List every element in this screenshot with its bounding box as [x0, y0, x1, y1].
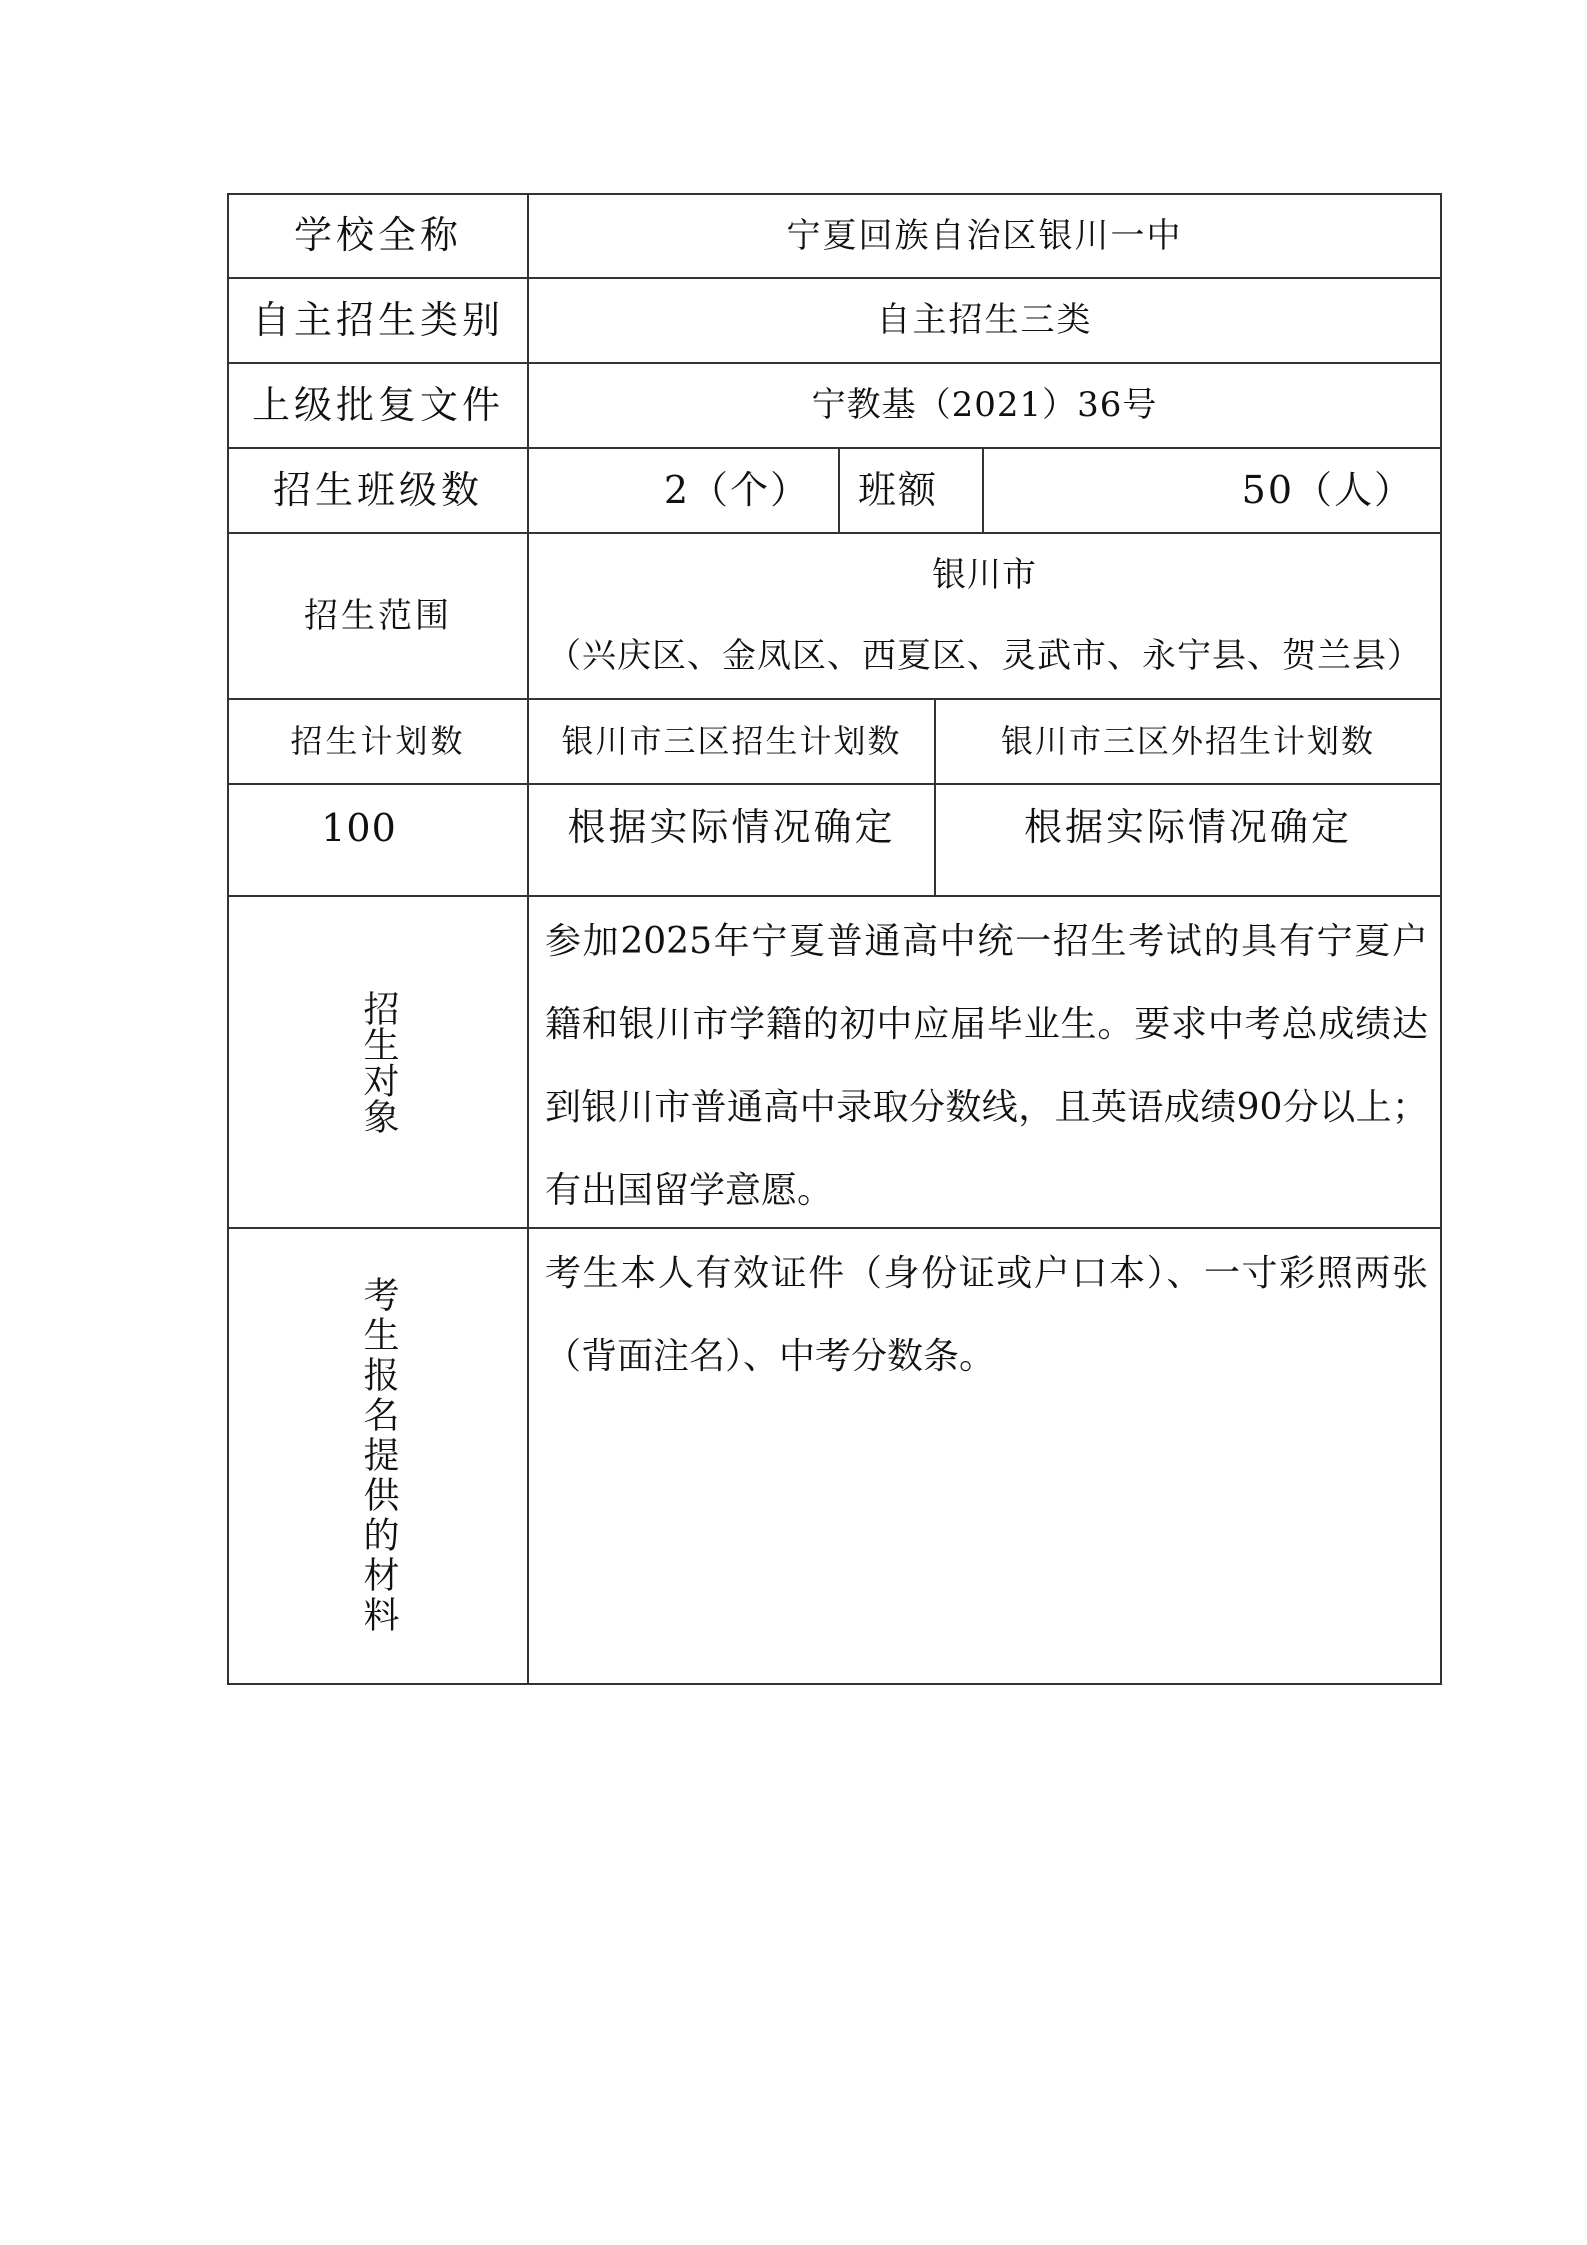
table-border-bottom — [227, 1683, 1442, 1685]
target-label: 招生对象 — [358, 990, 399, 1134]
plan-inner-value: 根据实际情况确定 — [567, 805, 896, 850]
target-value: 参加2025年宁夏普通高中统一招生考试的具有宁夏户籍和银川市学籍的初中应届毕业生。要求中考总成绩达到银川市普通高中录取分数线，且英语成绩90分以上；有出国留学意愿。 — [545, 921, 1428, 1211]
table-border-right — [1440, 193, 1442, 1685]
category-value: 自主招生三类 — [876, 300, 1093, 341]
school-name-value: 宁夏回族自治区银川一中 — [786, 215, 1183, 256]
scope-value-line2: （兴庆区、金凤区、西夏区、灵武市、永宁县、贺兰县） — [547, 635, 1422, 676]
plan-outer-value: 根据实际情况确定 — [1023, 805, 1352, 850]
class-size-label: 班额 — [858, 467, 939, 512]
plan-total-value: 100 — [321, 806, 397, 851]
school-name-label: 学校全称 — [293, 213, 462, 258]
target-label-cell — [229, 897, 527, 1227]
materials-label: 考生报名提供的材料 — [358, 1276, 399, 1636]
materials-label-cell — [229, 1229, 527, 1683]
scope-value-line1: 银川市 — [932, 554, 1037, 595]
category-label: 自主招生类别 — [251, 297, 504, 342]
class-count-value: 2（个） — [663, 467, 810, 512]
class-size-value: 50（人） — [1241, 467, 1414, 512]
class-count-label: 招生班级数 — [272, 467, 483, 512]
plan-label: 招生计划数 — [290, 722, 466, 761]
scope-label: 招生范围 — [304, 595, 452, 636]
approval-value: 宁教基（2021）36号 — [811, 385, 1158, 426]
plan-inner-label: 银川市三区招生计划数 — [561, 722, 902, 761]
materials-value: 考生本人有效证件（身份证或户口本）、一寸彩照两张（背面注名）、中考分数条。 — [545, 1253, 1428, 1377]
approval-label: 上级批复文件 — [251, 382, 504, 427]
plan-outer-label: 银川市三区外招生计划数 — [1000, 722, 1375, 761]
